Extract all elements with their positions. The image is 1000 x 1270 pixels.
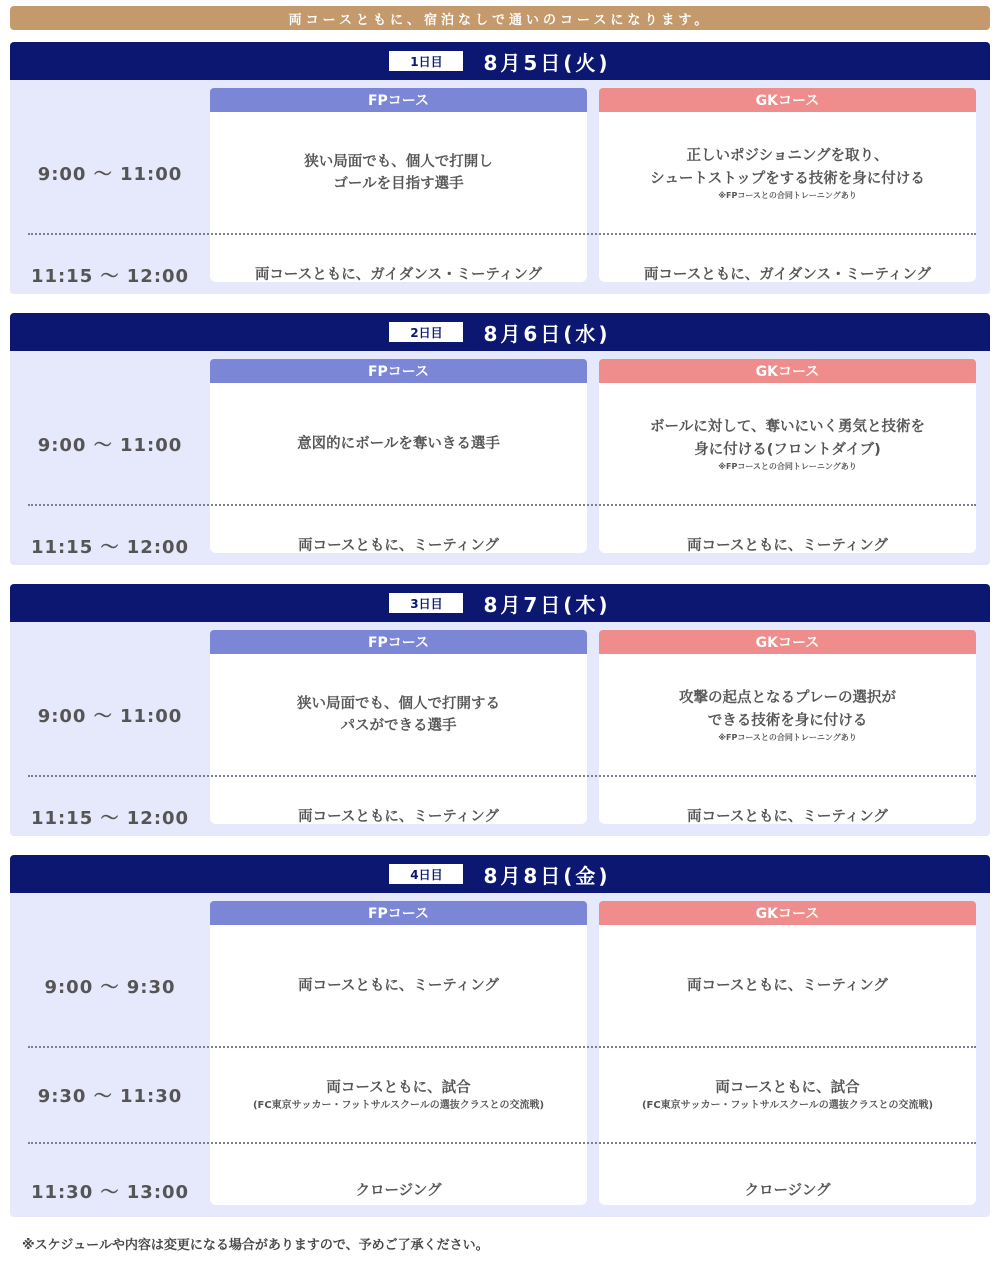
slot-time: 9:00 〜 11:00 [37, 164, 183, 185]
fp-course-header: FPコース [210, 88, 587, 112]
day-header [10, 313, 990, 351]
slot-time: 11:15 〜 12:00 [30, 537, 190, 558]
time-slot [10, 1143, 990, 1239]
fp-course-header: FPコース [210, 359, 587, 383]
footnote: ※スケジュールや内容は変更になる場合がありますので、予めご了承ください。 [22, 1238, 489, 1253]
content-line: 狭い局面でも、個人で打開し [304, 153, 493, 170]
day-body [10, 893, 990, 1217]
gk-course-header: GKコース [599, 359, 976, 383]
slot-time: 11:15 〜 12:00 [30, 808, 190, 829]
slot-time: 9:00 〜 11:00 [37, 706, 183, 727]
notice-banner: 両コースともに、宿泊なしで通いのコースになります。 [10, 6, 990, 30]
gk-course-header: GKコース [599, 88, 976, 112]
slot-time: 9:00 〜 11:00 [37, 435, 183, 456]
content-line: 両コースともに、ミーティング [298, 977, 499, 994]
day-header [10, 855, 990, 893]
content-line: 両コースともに、ガイダンス・ミーティング [643, 266, 932, 283]
time-slot [10, 654, 990, 776]
gk-slot-content [599, 654, 976, 776]
content-line: 両コースともに、ミーティング [687, 977, 888, 994]
day-header [10, 42, 990, 80]
gk-slot-content [599, 505, 976, 587]
fp-slot-content [210, 776, 587, 858]
content-line: 両コースともに、ガイダンス・ミーティング [254, 266, 543, 283]
day-body [10, 351, 990, 565]
fp-slot-content [210, 654, 587, 776]
fp-slot-content [210, 112, 587, 234]
gk-slot-content [599, 383, 976, 505]
fp-slot-content [210, 925, 587, 1047]
slot-time: 11:15 〜 12:00 [30, 266, 190, 287]
gk-slot-content [599, 1143, 976, 1239]
fp-course-header: FPコース [210, 630, 587, 654]
day-date: 8月6日(水) [483, 321, 611, 346]
day-badge: 2日目 [389, 322, 463, 342]
content-subtext: (FC東京サッカー・フットサルスクールの選抜クラスとの交流戦) [641, 1100, 934, 1112]
content-line: 両コースともに、ミーティング [687, 808, 888, 825]
content-line: 正しいポジショニングを取り、 [686, 148, 889, 165]
day-badge: 1日目 [389, 51, 463, 71]
time-slot [10, 505, 990, 587]
content-subtext: (FC東京サッカー・フットサルスクールの選抜クラスとの交流戦) [252, 1100, 545, 1112]
day-body [10, 80, 990, 294]
content-line: ボールに対して、奪いにいく勇気と技術を [650, 419, 925, 436]
time-slot [10, 234, 990, 316]
day-badge: 3日目 [389, 593, 463, 613]
gk-slot-content [599, 925, 976, 1047]
fp-slot-content [210, 505, 587, 587]
fp-slot-content [210, 1047, 587, 1143]
time-slot [10, 776, 990, 858]
content-line: パスができる選手 [340, 718, 457, 734]
gk-slot-content [599, 234, 976, 316]
day-block [10, 42, 990, 294]
day-block [10, 313, 990, 565]
slot-time: 9:00 〜 9:30 [44, 977, 176, 998]
content-line: 両コースともに、ミーティング [298, 537, 499, 554]
content-line: 両コースともに、ミーティング [687, 537, 888, 554]
slot-time: 9:30 〜 11:30 [37, 1086, 183, 1107]
content-line: シュートストップをする技術を身に付ける [650, 170, 925, 187]
day-date: 8月7日(木) [483, 592, 611, 617]
gk-slot-content [599, 112, 976, 234]
gk-course-header: GKコース [599, 630, 976, 654]
day-block [10, 584, 990, 836]
day-date: 8月8日(金) [483, 863, 611, 888]
fp-slot-content [210, 234, 587, 316]
slot-time: 11:30 〜 13:00 [30, 1182, 190, 1203]
gk-slot-content [599, 776, 976, 858]
time-slot [10, 112, 990, 234]
fp-course-header: FPコース [210, 901, 587, 925]
joint-training-note: ※FPコースとの合同トレーニングあり [718, 191, 857, 201]
time-slot [10, 383, 990, 505]
content-line: 両コースともに、ミーティング [298, 808, 499, 825]
day-badge: 4日目 [389, 864, 463, 884]
time-slot [10, 1047, 990, 1143]
joint-training-note: ※FPコースとの合同トレーニングあり [718, 733, 857, 743]
content-line: クロージング [744, 1182, 831, 1199]
content-line: 攻撃の起点となるプレーの選択が [679, 690, 896, 707]
time-slot [10, 925, 990, 1047]
content-line: クロージング [355, 1182, 442, 1199]
day-block [10, 855, 990, 1217]
fp-slot-content [210, 383, 587, 505]
content-line: 狭い局面でも、個人で打開する [297, 695, 500, 712]
content-line: 両コースともに、試合 [715, 1079, 860, 1096]
day-header [10, 584, 990, 622]
content-line: 身に付ける(フロントダイブ) [694, 441, 881, 458]
content-line: ゴールを目指す選手 [333, 176, 464, 192]
gk-course-header: GKコース [599, 901, 976, 925]
day-date: 8月5日(火) [483, 50, 611, 75]
day-body [10, 622, 990, 836]
content-line: 両コースともに、試合 [326, 1079, 471, 1096]
gk-slot-content [599, 1047, 976, 1143]
joint-training-note: ※FPコースとの合同トレーニングあり [718, 462, 857, 472]
content-line: できる技術を身に付ける [707, 712, 868, 729]
content-line: 意図的にボールを奪いきる選手 [297, 435, 500, 452]
fp-slot-content [210, 1143, 587, 1239]
